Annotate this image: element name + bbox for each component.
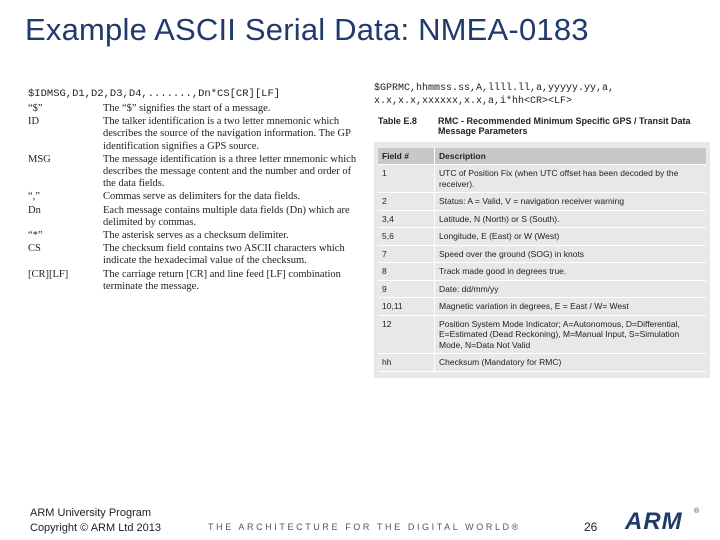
rmc-table-container: [374, 142, 710, 378]
field-description-cell: Track made good in degrees true.: [435, 263, 707, 281]
field-definition-row: [28, 191, 358, 203]
footer-program: ARM University Program: [30, 507, 152, 519]
field-number-cell: 1: [378, 165, 435, 193]
field-description: The “$” signifies the start of a message.: [103, 103, 271, 114]
field-number-cell: 7: [378, 245, 435, 263]
field-description-cell: Status: A = Valid, V = navigation receiver warning: [435, 193, 707, 211]
field-definition-row: [28, 205, 358, 229]
field-term: “*”: [28, 230, 43, 242]
table-row: [378, 210, 706, 228]
gprmc-sentence-format: [374, 82, 710, 108]
table-header-row: [378, 148, 706, 165]
field-description: The checksum field contains two ASCII characters which indicate the hexadecimal value of the checksum.: [103, 243, 345, 267]
field-description-cell: Magnetic variation in degrees, E = East / W= West: [435, 298, 707, 316]
nmea-sentence-format: $IDMSG,D1,D2,D3,D4,.......,Dn*CS[CR][LF]: [28, 88, 281, 100]
field-number-cell: 3,4: [378, 210, 435, 228]
footer-credit: [30, 506, 161, 536]
field-definition-row: [28, 243, 358, 267]
field-term: “$”: [28, 103, 43, 114]
rmc-table: [378, 148, 706, 372]
field-term: CS: [28, 243, 41, 255]
field-term: [CR][LF]: [28, 268, 69, 280]
field-term: “,”: [28, 191, 40, 203]
field-description-cell: UTC of Position Fix (when UTC offset has been decoded by the receiver).: [435, 165, 707, 193]
table-label: Table E.8: [378, 116, 417, 126]
table-title: [378, 116, 710, 136]
field-description-cell: Longitude, E (East) or W (West): [435, 228, 707, 246]
table-row: [378, 245, 706, 263]
page-number: 26: [584, 520, 598, 534]
slide-title: Example ASCII Serial Data: NMEA-0183: [25, 12, 589, 47]
field-definition-row: [28, 230, 358, 242]
field-description-cell: Date: dd/mm/yy: [435, 280, 707, 298]
field-description-cell: Latitude, N (North) or S (South).: [435, 210, 707, 228]
field-definition-row: [28, 116, 358, 153]
field-definition-row: [28, 154, 358, 191]
field-number-cell: hh: [378, 354, 435, 372]
nmea-format-panel: [28, 88, 358, 294]
field-definition-row: [28, 269, 358, 293]
gprmc-format-line-1: $GPRMC,hhmmss.ss,A,llll.ll,a,yyyyy.yy,a,: [374, 83, 615, 94]
field-description-cell: Speed over the ground (SOG) in knots: [435, 245, 707, 263]
field-description: Commas serve as delimiters for the data fields.: [103, 191, 301, 203]
arm-logo-mark: ®: [694, 508, 700, 515]
field-term: MSG: [28, 153, 51, 165]
field-number-cell: 10,11: [378, 298, 435, 316]
field-description: The carriage return [CR] and line feed [LF] combination terminate the message.: [103, 268, 341, 292]
field-number-cell: 12: [378, 315, 435, 354]
table-row: [378, 228, 706, 246]
field-definition-list: [28, 103, 358, 293]
field-number-cell: 5,6: [378, 228, 435, 246]
field-term: Dn: [28, 204, 41, 216]
gprmc-format-line-2: x.x,x.x,xxxxxx,x.x,a,i*hh<CR><LF>: [374, 96, 573, 107]
column-header-description: Description: [435, 148, 707, 165]
table-caption: RMC - Recommended Minimum Specific GPS / Transit Data Message Parameters: [438, 116, 691, 136]
column-header-field: Field #: [378, 148, 435, 165]
field-number-cell: 9: [378, 280, 435, 298]
table-row: [378, 315, 706, 354]
table-row: [378, 354, 706, 372]
field-description: The talker identification is a two letter mnemonic which describes the source of the navigation information. The GP identification signifies a GPS source.: [103, 116, 351, 152]
table-row: [378, 165, 706, 193]
table-row: [378, 263, 706, 281]
field-description-cell: Checksum (Mandatory for RMC): [435, 354, 707, 372]
table-row: [378, 298, 706, 316]
field-description-cell: Position System Mode Indicator; A=Autonomous, D=Differential, E=Estimated (Dead Reckoning), M=Manual Input, S=Simulation Mode, N=Data Not Valid: [435, 315, 707, 354]
field-definition-row: [28, 103, 358, 115]
field-term: ID: [28, 116, 40, 128]
footer-copyright: Copyright © ARM Ltd 2013: [30, 522, 162, 534]
table-row: [378, 193, 706, 211]
table-row: [378, 280, 706, 298]
footer-tagline: THE ARCHITECTURE FOR THE DIGITAL WORLD®: [208, 522, 521, 532]
arm-logo: ARM: [625, 508, 683, 535]
gprmc-panel: [374, 82, 710, 378]
field-description: Each message contains multiple data fields (Dn) which are delimited by commas.: [103, 204, 350, 228]
field-description: The asterisk serves as a checksum delimiter.: [103, 230, 289, 242]
field-number-cell: 2: [378, 193, 435, 211]
field-number-cell: 8: [378, 263, 435, 281]
rmc-table-body: [378, 165, 706, 372]
field-description: The message identification is a three letter mnemonic which describes the message content and the number and order of the data fields.: [103, 153, 357, 190]
